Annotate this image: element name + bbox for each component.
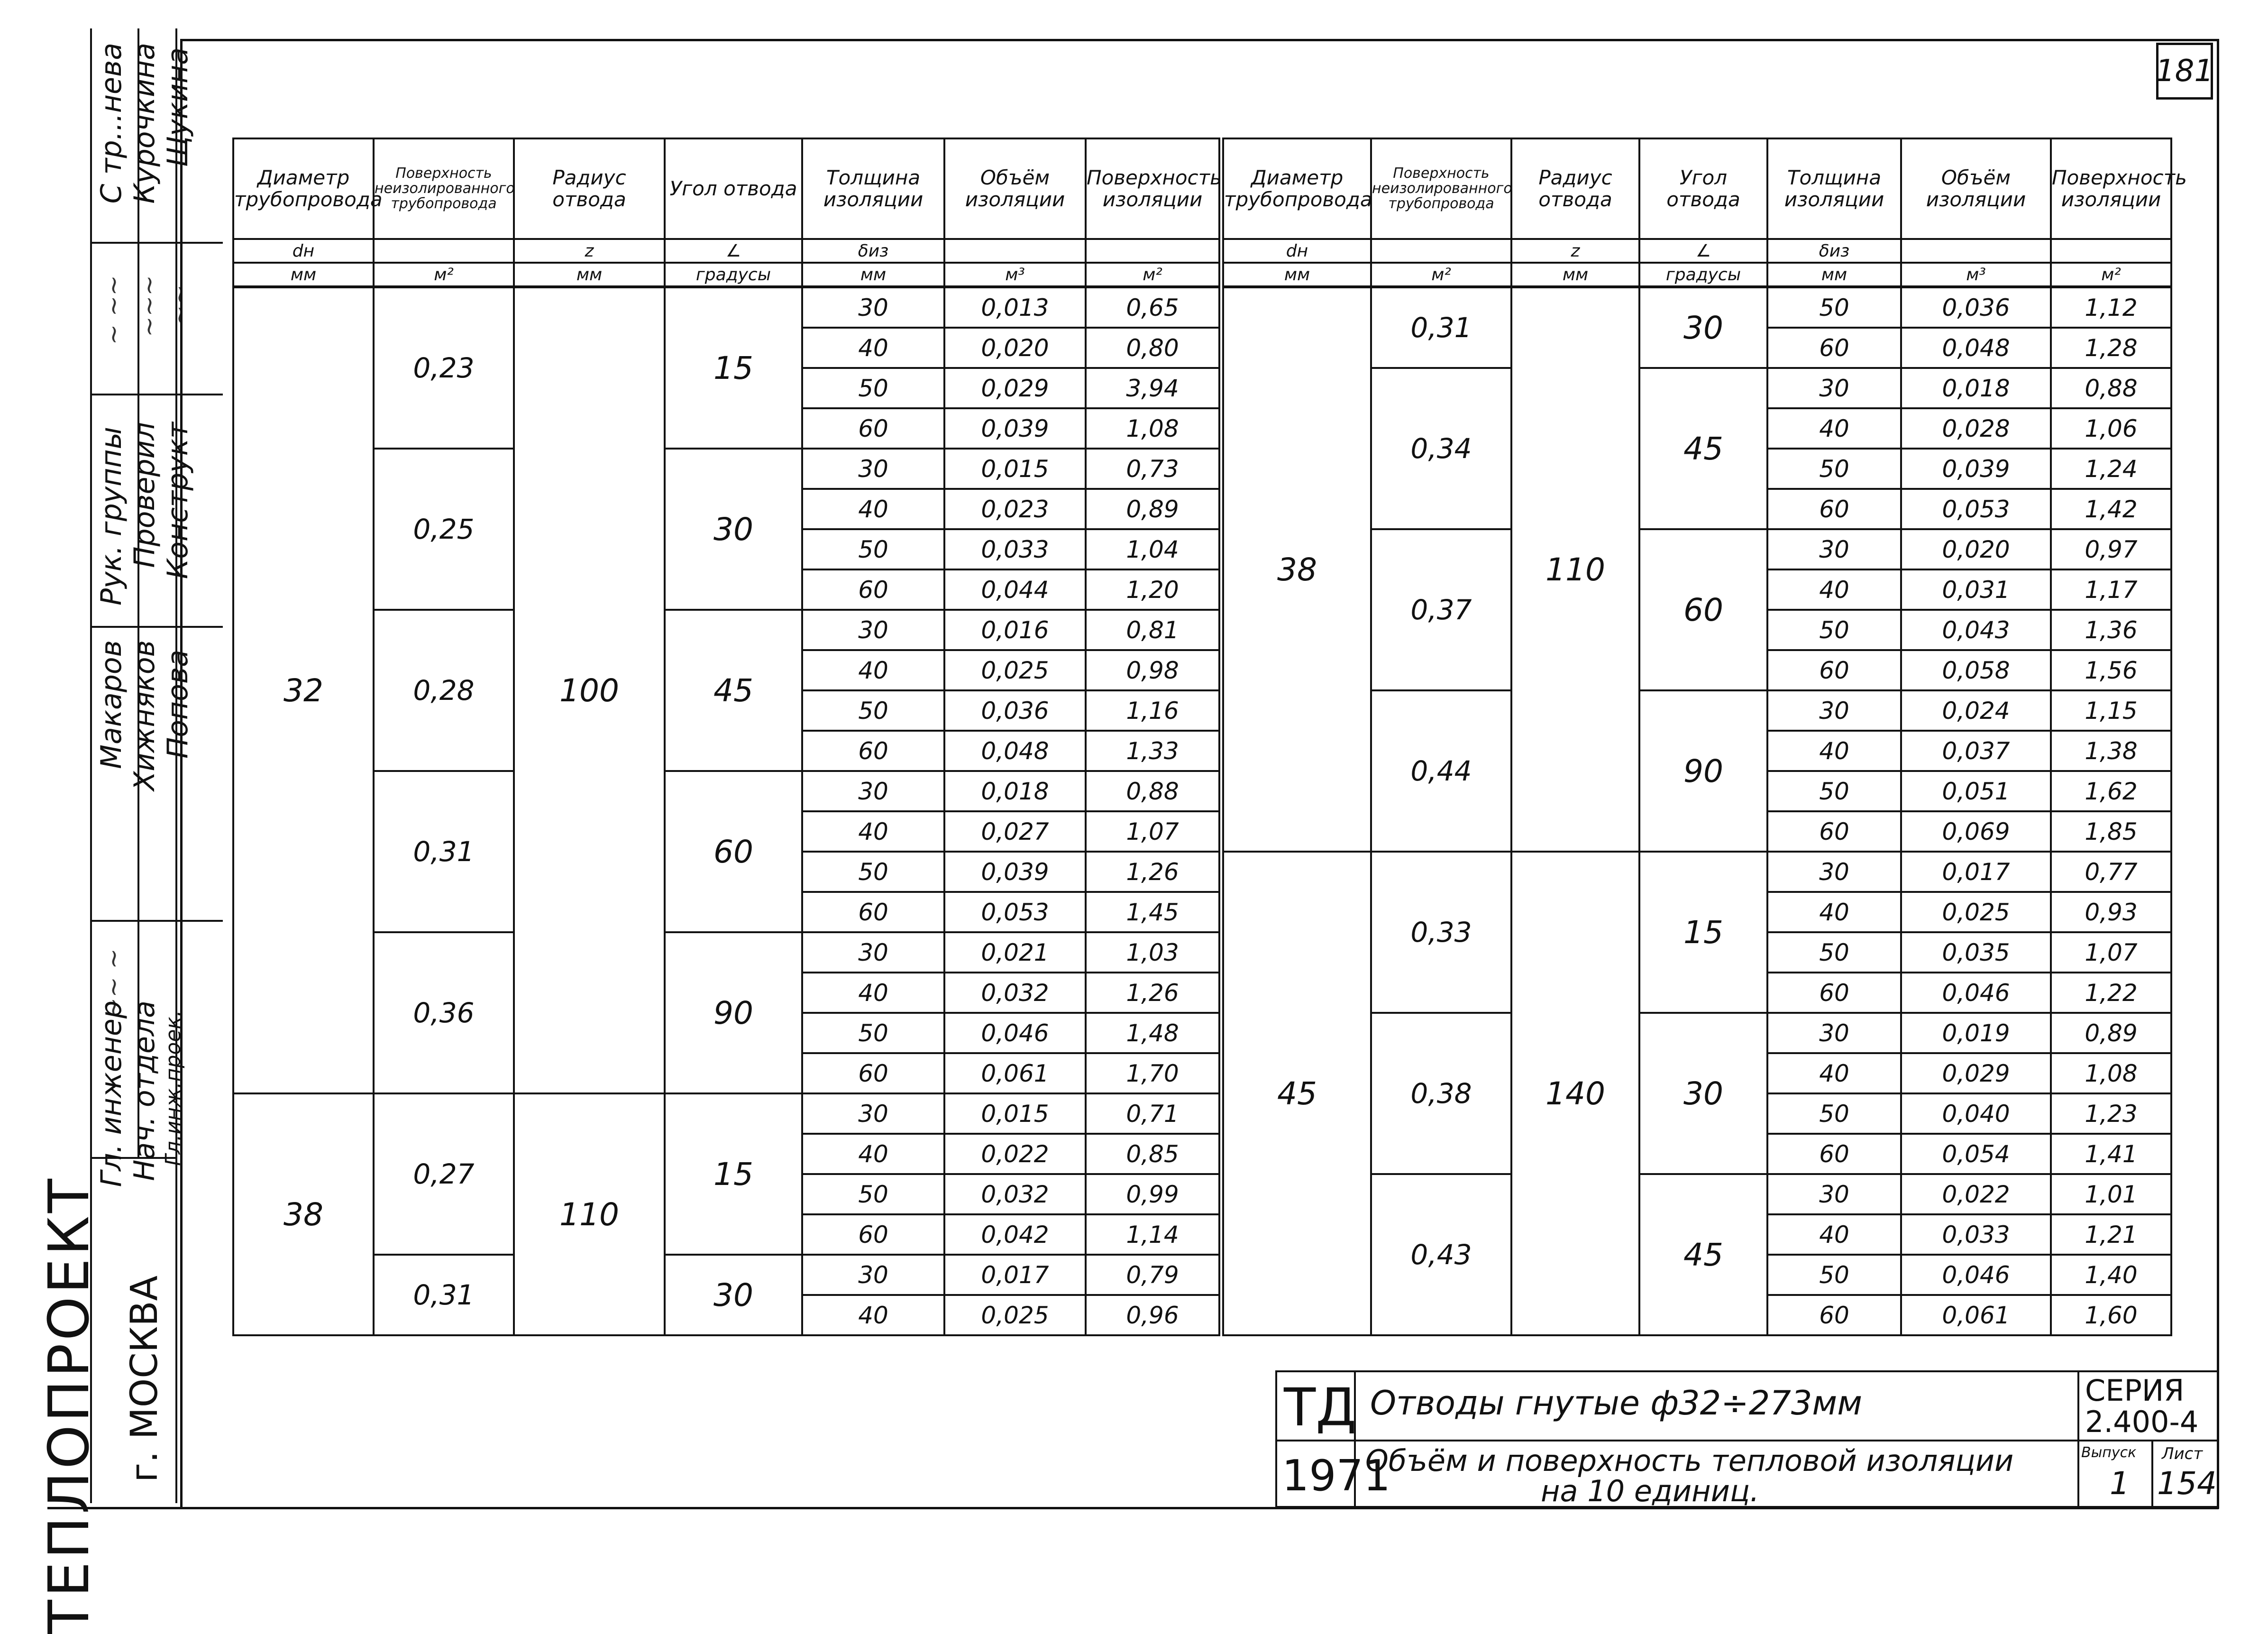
- insulation-thickness: 60: [1767, 1134, 1901, 1174]
- insulation-thickness: 50: [802, 1013, 944, 1053]
- insulation-volume: 0,029: [944, 368, 1086, 408]
- pipe-diameter: 45: [1223, 852, 1371, 1335]
- insulation-surface: 1,21: [2051, 1214, 2171, 1255]
- insulation-surface: 1,60: [2051, 1295, 2171, 1335]
- symbol-radius: z: [1511, 239, 1639, 263]
- role-chief-engineer: Гл. инженер: [95, 1001, 128, 1187]
- insulation-surface: 1,22: [2051, 973, 2171, 1013]
- header-thickness: Толщина изоляции: [802, 138, 944, 239]
- insulation-thickness: 40: [802, 650, 944, 690]
- insulation-surface: 0,77: [2051, 852, 2171, 892]
- insulation-volume: 0,015: [944, 1093, 1086, 1134]
- insulation-thickness: 40: [1767, 408, 1901, 449]
- bend-angle: 15: [665, 287, 802, 449]
- insulation-volume: 0,021: [944, 932, 1086, 973]
- symbol-diameter: dн: [233, 239, 374, 263]
- insulation-surface: 1,16: [1086, 690, 1219, 731]
- insulation-thickness: 60: [802, 1053, 944, 1093]
- insulation-volume: 0,048: [944, 731, 1086, 771]
- header-radius: Радиус отвода: [1511, 138, 1639, 239]
- bend-angle: 90: [665, 932, 802, 1093]
- insulation-thickness: 40: [1767, 569, 1901, 610]
- bend-radius: 110: [1511, 287, 1639, 852]
- insulation-thickness: 40: [1767, 892, 1901, 932]
- insulation-surface: 1,36: [2051, 610, 2171, 650]
- bend-angle: 30: [665, 449, 802, 610]
- table-row: [233, 287, 1219, 328]
- name-makarov: Макаров: [95, 640, 128, 769]
- bend-angle: 45: [665, 610, 802, 771]
- bare-surface: 0,36: [374, 932, 514, 1093]
- header-surface-insulation: Поверхность изоляции: [1086, 138, 1219, 239]
- insulation-volume: 0,017: [944, 1255, 1086, 1295]
- header-angle: Угол отвода: [665, 138, 802, 239]
- insulation-thickness: 60: [802, 408, 944, 449]
- insulation-surface: 1,33: [1086, 731, 1219, 771]
- insulation-thickness: 40: [802, 973, 944, 1013]
- insulation-volume: 0,022: [944, 1134, 1086, 1174]
- unit-surface-ins: м²: [2051, 263, 2171, 287]
- insulation-thickness: 30: [802, 1093, 944, 1134]
- sheet-value: 154: [2157, 1465, 2217, 1502]
- insulation-surface: 1,07: [1086, 811, 1219, 852]
- insulation-surface: 0,79: [1086, 1255, 1219, 1295]
- header-angle: Угол отвода: [1639, 138, 1767, 239]
- insulation-surface: 1,24: [2051, 449, 2171, 489]
- insulation-surface: 1,28: [2051, 328, 2171, 368]
- sheet-label: Лист: [2162, 1444, 2203, 1463]
- pipe-diameter: 32: [233, 287, 374, 1093]
- unit-thickness: мм: [1767, 263, 1901, 287]
- header-surface-bare: Поверхность неизолированного трубопровода: [374, 138, 514, 239]
- doc-title: Отводы гнутые ф32÷273мм: [1370, 1384, 1863, 1423]
- insulation-thickness: 50: [802, 852, 944, 892]
- role-group-lead: Рук. группы: [95, 427, 128, 606]
- role-checker: Проверил: [128, 422, 161, 568]
- symbol-thickness: δиз: [802, 239, 944, 263]
- insulation-thickness: 50: [1767, 1093, 1901, 1134]
- bend-angle: 30: [1639, 1013, 1767, 1174]
- insulation-surface: 1,03: [1086, 932, 1219, 973]
- insulation-surface: 0,97: [2051, 529, 2171, 569]
- insulation-volume: 0,016: [944, 610, 1086, 650]
- insulation-volume: 0,035: [1901, 932, 2051, 973]
- insulation-surface: 1,38: [2051, 731, 2171, 771]
- bare-surface: 0,23: [374, 287, 514, 449]
- insulation-thickness: 40: [1767, 1214, 1901, 1255]
- insulation-volume: 0,046: [1901, 973, 2051, 1013]
- insulation-thickness: 60: [1767, 973, 1901, 1013]
- insulation-volume: 0,027: [944, 811, 1086, 852]
- insulation-thickness: 50: [802, 368, 944, 408]
- table-row: [233, 449, 1219, 489]
- insulation-volume: 0,053: [1901, 489, 2051, 529]
- insulation-volume: 0,039: [944, 408, 1086, 449]
- insulation-volume: 0,025: [944, 650, 1086, 690]
- unit-surface: м²: [1371, 263, 1511, 287]
- insulation-thickness: 30: [802, 449, 944, 489]
- table-row: [1223, 852, 2171, 892]
- insulation-thickness: 30: [1767, 1013, 1901, 1053]
- insulation-thickness: 40: [802, 489, 944, 529]
- insulation-surface: 1,42: [2051, 489, 2171, 529]
- name-khizhnyakov: Хижняков: [128, 640, 161, 791]
- insulation-surface: 1,06: [2051, 408, 2171, 449]
- name-kurochkina: Курочкина: [128, 43, 161, 204]
- insulation-volume: 0,053: [944, 892, 1086, 932]
- frame-right-line: [2217, 39, 2219, 1509]
- insulation-volume: 0,015: [944, 449, 1086, 489]
- insulation-surface: 1,26: [1086, 852, 1219, 892]
- bare-surface: 0,33: [1371, 852, 1511, 1013]
- insulation-volume: 0,025: [944, 1295, 1086, 1335]
- insulation-volume: 0,024: [1901, 690, 2051, 731]
- series-value: 2.400-4: [2085, 1405, 2199, 1439]
- insulation-thickness: 30: [802, 932, 944, 973]
- header-surface-insulation: Поверхность изоляции: [2051, 138, 2171, 239]
- insulation-surface: 1,26: [1086, 973, 1219, 1013]
- bend-angle: 30: [665, 1255, 802, 1335]
- insulation-table-right: [1222, 138, 2187, 1336]
- table-row: [1223, 287, 2171, 328]
- insulation-volume: 0,022: [1901, 1174, 2051, 1214]
- insulation-thickness: 60: [1767, 811, 1901, 852]
- insulation-volume: 0,025: [1901, 892, 2051, 932]
- insulation-thickness: 50: [1767, 449, 1901, 489]
- bend-angle: 30: [1639, 287, 1767, 368]
- insulation-thickness: 40: [802, 1295, 944, 1335]
- role-dept-head: Нач. отдела: [128, 1001, 161, 1181]
- insulation-volume: 0,040: [1901, 1093, 2051, 1134]
- table-row: [233, 1255, 1219, 1295]
- symbol-angle: ∠: [1639, 239, 1767, 263]
- role-chief-proj-engineer: Гл.инж.проек.: [161, 1010, 185, 1166]
- insulation-volume: 0,033: [944, 529, 1086, 569]
- insulation-thickness: 30: [802, 610, 944, 650]
- insulation-thickness: 60: [802, 731, 944, 771]
- insulation-volume: 0,046: [1901, 1255, 2051, 1295]
- insulation-volume: 0,051: [1901, 771, 2051, 811]
- insulation-surface: 1,48: [1086, 1013, 1219, 1053]
- signature: ~~: [166, 285, 194, 326]
- org-city: г. МОСКВА: [123, 1276, 166, 1482]
- symbol-angle: ∠: [665, 239, 802, 263]
- unit-thickness: мм: [802, 263, 944, 287]
- table-row: [233, 771, 1219, 811]
- insulation-surface: 0,93: [2051, 892, 2171, 932]
- doc-year: 1971: [1282, 1451, 1391, 1501]
- bend-angle: 60: [665, 771, 802, 932]
- insulation-surface: 1,45: [1086, 892, 1219, 932]
- header-surface-bare: Поверхность неизолированного трубопровода: [1371, 138, 1511, 239]
- insulation-volume: 0,044: [944, 569, 1086, 610]
- header-volume: Объём изоляции: [1901, 138, 2051, 239]
- insulation-thickness: 30: [1767, 368, 1901, 408]
- insulation-thickness: 50: [1767, 932, 1901, 973]
- title-block: [1275, 1370, 2219, 1508]
- unit-angle: градусы: [1639, 263, 1767, 287]
- insulation-thickness: 30: [802, 1255, 944, 1295]
- unit-volume: м³: [944, 263, 1086, 287]
- name-popova: Попова: [161, 650, 194, 759]
- insulation-volume: 0,058: [1901, 650, 2051, 690]
- bend-angle: 15: [665, 1093, 802, 1255]
- insulation-thickness: 50: [802, 690, 944, 731]
- bend-angle: 45: [1639, 368, 1767, 529]
- bare-surface: 0,27: [374, 1093, 514, 1255]
- header-radius: Радиус отвода: [514, 138, 665, 239]
- signature: ~ ~~: [100, 275, 128, 345]
- insulation-surface: 0,81: [1086, 610, 1219, 650]
- pipe-diameter: 38: [1223, 287, 1371, 852]
- doc-mark: ТД: [1284, 1377, 1357, 1438]
- insulation-thickness: 30: [802, 287, 944, 328]
- insulation-volume: 0,023: [944, 489, 1086, 529]
- insulation-surface: 1,08: [2051, 1053, 2171, 1093]
- insulation-surface: 1,08: [1086, 408, 1219, 449]
- header-diameter: Диаметр трубопровода: [1223, 138, 1371, 239]
- bare-surface: 0,28: [374, 610, 514, 771]
- insulation-surface: 0,89: [1086, 489, 1219, 529]
- insulation-volume: 0,032: [944, 1174, 1086, 1214]
- insulation-surface: 0,88: [1086, 771, 1219, 811]
- insulation-volume: 0,042: [944, 1214, 1086, 1255]
- insulation-thickness: 60: [1767, 1295, 1901, 1335]
- insulation-volume: 0,061: [944, 1053, 1086, 1093]
- insulation-thickness: 60: [802, 1214, 944, 1255]
- bare-surface: 0,34: [1371, 368, 1511, 529]
- insulation-thickness: 60: [802, 569, 944, 610]
- insulation-surface: 0,89: [2051, 1013, 2171, 1053]
- header-thickness: Толщина изоляции: [1767, 138, 1901, 239]
- insulation-thickness: 30: [1767, 1174, 1901, 1214]
- frame-top-line: [180, 39, 2219, 41]
- insulation-thickness: 30: [802, 771, 944, 811]
- bare-surface: 0,38: [1371, 1013, 1511, 1174]
- insulation-thickness: 30: [1767, 852, 1901, 892]
- name-group-lead: С тр...нева: [95, 43, 128, 204]
- doc-subtitle-line2: на 10 единиц.: [1541, 1474, 1759, 1508]
- insulation-surface: 0,73: [1086, 449, 1219, 489]
- unit-radius: мм: [1511, 263, 1639, 287]
- insulation-thickness: 40: [1767, 731, 1901, 771]
- insulation-surface: 0,99: [1086, 1174, 1219, 1214]
- unit-surface: м²: [374, 263, 514, 287]
- insulation-thickness: 50: [1767, 287, 1901, 328]
- insulation-surface: 1,17: [2051, 569, 2171, 610]
- insulation-volume: 0,036: [944, 690, 1086, 731]
- insulation-volume: 0,018: [1901, 368, 2051, 408]
- insulation-thickness: 40: [802, 811, 944, 852]
- bend-radius: 100: [514, 287, 665, 1093]
- name-shchukina: Щукина: [161, 47, 194, 167]
- insulation-volume: 0,039: [1901, 449, 2051, 489]
- insulation-thickness: 50: [1767, 771, 1901, 811]
- pipe-diameter: 38: [233, 1093, 374, 1335]
- insulation-surface: 1,04: [1086, 529, 1219, 569]
- insulation-thickness: 50: [802, 1174, 944, 1214]
- bend-radius: 140: [1511, 852, 1639, 1335]
- bend-angle: 60: [1639, 529, 1767, 690]
- insulation-volume: 0,017: [1901, 852, 2051, 892]
- insulation-volume: 0,039: [944, 852, 1086, 892]
- insulation-volume: 0,032: [944, 973, 1086, 1013]
- insulation-surface: 1,14: [1086, 1214, 1219, 1255]
- insulation-volume: 0,019: [1901, 1013, 2051, 1053]
- insulation-surface: 3,94: [1086, 368, 1219, 408]
- symbol-diameter: dн: [1223, 239, 1371, 263]
- insulation-table-left: [232, 138, 1220, 1336]
- role-designer: Конструкт: [161, 422, 194, 579]
- insulation-thickness: 60: [802, 892, 944, 932]
- signature: ~~ ~: [100, 948, 128, 1019]
- insulation-surface: 1,23: [2051, 1093, 2171, 1134]
- insulation-surface: 0,98: [1086, 650, 1219, 690]
- insulation-volume: 0,033: [1901, 1214, 2051, 1255]
- insulation-volume: 0,020: [1901, 529, 2051, 569]
- bare-surface: 0,31: [1371, 287, 1511, 368]
- insulation-surface: 0,71: [1086, 1093, 1219, 1134]
- table-row: [233, 610, 1219, 650]
- bare-surface: 0,44: [1371, 690, 1511, 852]
- insulation-surface: 1,85: [2051, 811, 2171, 852]
- insulation-thickness: 30: [1767, 529, 1901, 569]
- insulation-surface: 0,96: [1086, 1295, 1219, 1335]
- bend-radius: 110: [514, 1093, 665, 1335]
- insulation-thickness: 50: [1767, 610, 1901, 650]
- insulation-thickness: 60: [1767, 489, 1901, 529]
- insulation-thickness: 50: [802, 529, 944, 569]
- unit-surface-ins: м²: [1086, 263, 1219, 287]
- insulation-surface: 1,15: [2051, 690, 2171, 731]
- table-row: [233, 932, 1219, 973]
- insulation-volume: 0,037: [1901, 731, 2051, 771]
- insulation-surface: 1,07: [2051, 932, 2171, 973]
- issue-label: Выпуск: [2081, 1444, 2137, 1461]
- approval-stamp: [36, 28, 204, 1634]
- insulation-volume: 0,061: [1901, 1295, 2051, 1335]
- bend-angle: 90: [1639, 690, 1767, 852]
- insulation-volume: 0,031: [1901, 569, 2051, 610]
- bare-surface: 0,43: [1371, 1174, 1511, 1335]
- insulation-volume: 0,018: [944, 771, 1086, 811]
- sheet-number: 181: [2156, 43, 2213, 100]
- unit-radius: мм: [514, 263, 665, 287]
- org-name: ТЕПЛОПРОЕКТ: [36, 1176, 101, 1634]
- insulation-volume: 0,043: [1901, 610, 2051, 650]
- bare-surface: 0,25: [374, 449, 514, 610]
- insulation-surface: 1,01: [2051, 1174, 2171, 1214]
- insulation-surface: 1,70: [1086, 1053, 1219, 1093]
- insulation-surface: 0,80: [1086, 328, 1219, 368]
- insulation-thickness: 40: [802, 328, 944, 368]
- series-label: СЕРИЯ: [2085, 1373, 2185, 1408]
- bare-surface: 0,31: [374, 771, 514, 932]
- insulation-volume: 0,048: [1901, 328, 2051, 368]
- insulation-volume: 0,020: [944, 328, 1086, 368]
- bare-surface: 0,31: [374, 1255, 514, 1335]
- insulation-volume: 0,013: [944, 287, 1086, 328]
- table-row: [233, 1093, 1219, 1134]
- signature: ~~~: [135, 275, 164, 337]
- insulation-thickness: 40: [1767, 1053, 1901, 1093]
- header-diameter: Диаметр трубопровода: [233, 138, 374, 239]
- symbol-radius: z: [514, 239, 665, 263]
- insulation-surface: 1,56: [2051, 650, 2171, 690]
- unit-diameter: мм: [233, 263, 374, 287]
- insulation-volume: 0,054: [1901, 1134, 2051, 1174]
- insulation-thickness: 60: [1767, 650, 1901, 690]
- insulation-thickness: 40: [802, 1134, 944, 1174]
- insulation-volume: 0,028: [1901, 408, 2051, 449]
- header-volume: Объём изоляции: [944, 138, 1086, 239]
- issue-value: 1: [2110, 1465, 2130, 1502]
- insulation-surface: 0,85: [1086, 1134, 1219, 1174]
- insulation-volume: 0,046: [944, 1013, 1086, 1053]
- insulation-volume: 0,069: [1901, 811, 2051, 852]
- insulation-surface: 1,62: [2051, 771, 2171, 811]
- insulation-thickness: 30: [1767, 690, 1901, 731]
- unit-angle: градусы: [665, 263, 802, 287]
- insulation-surface: 0,88: [2051, 368, 2171, 408]
- insulation-surface: 1,12: [2051, 287, 2171, 328]
- symbol-thickness: δиз: [1767, 239, 1901, 263]
- bare-surface: 0,37: [1371, 529, 1511, 690]
- insulation-thickness: 60: [1767, 328, 1901, 368]
- insulation-volume: 0,029: [1901, 1053, 2051, 1093]
- insulation-thickness: 50: [1767, 1255, 1901, 1295]
- insulation-surface: 1,40: [2051, 1255, 2171, 1295]
- bend-angle: 15: [1639, 852, 1767, 1013]
- bend-angle: 45: [1639, 1174, 1767, 1335]
- insulation-surface: 1,20: [1086, 569, 1219, 610]
- insulation-surface: 1,41: [2051, 1134, 2171, 1174]
- unit-diameter: мм: [1223, 263, 1371, 287]
- insulation-surface: 0,65: [1086, 287, 1219, 328]
- insulation-volume: 0,036: [1901, 287, 2051, 328]
- doc-subtitle-line1: Объём и поверхность тепловой изоляции: [1365, 1443, 2014, 1478]
- unit-volume: м³: [1901, 263, 2051, 287]
